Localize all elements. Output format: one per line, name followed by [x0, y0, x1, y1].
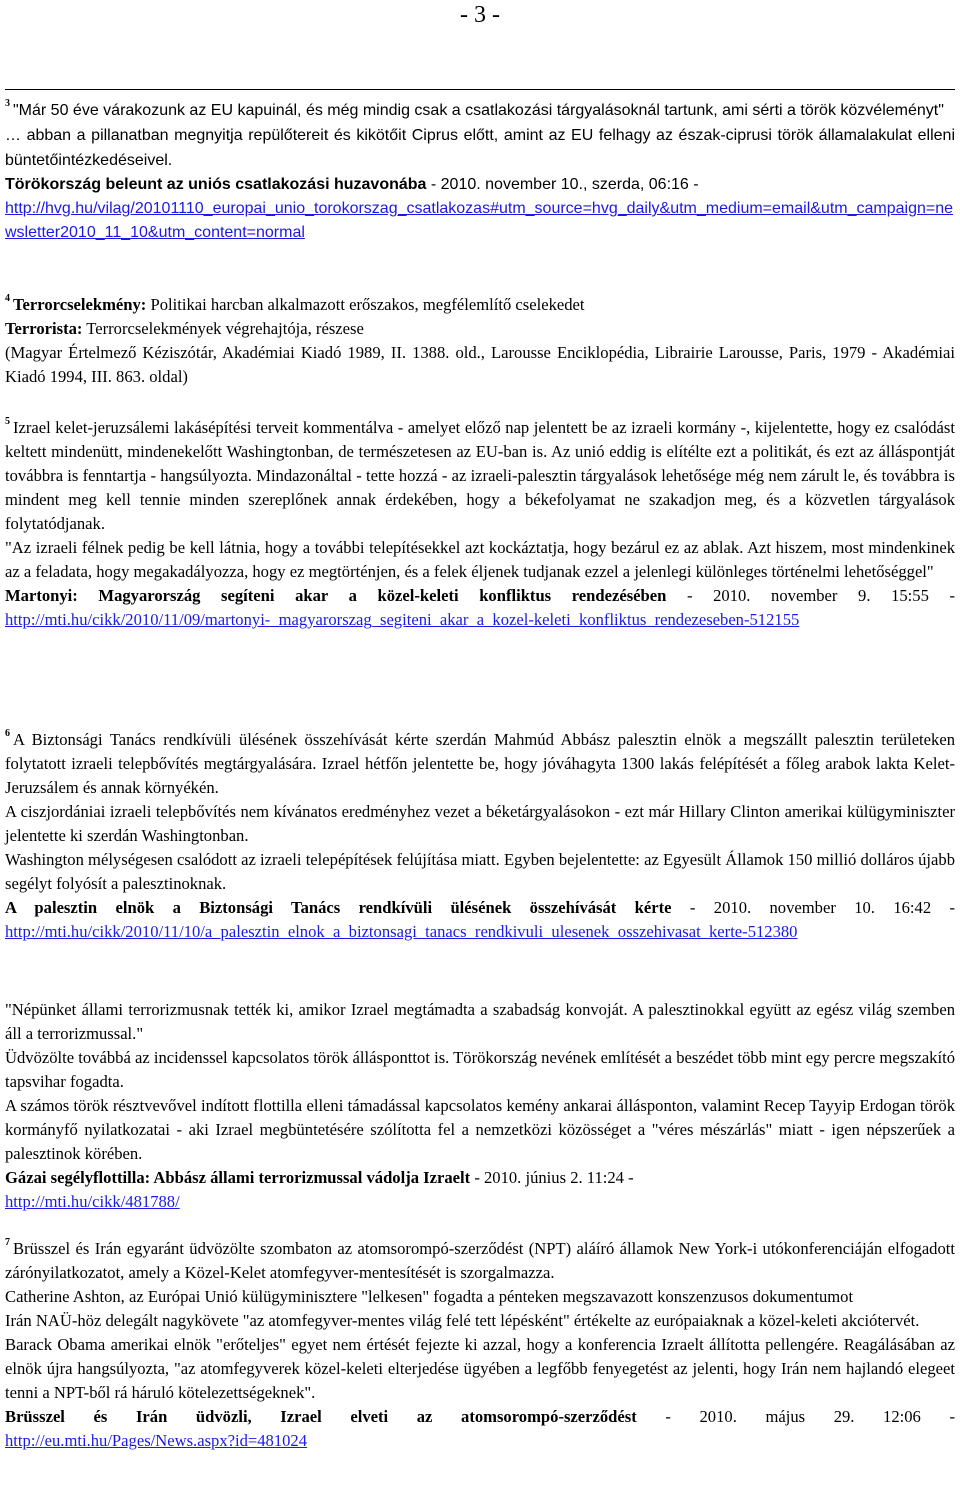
term-definition: Politikai harcban alkalmazott erőszakos, megfélemlítő cselekedet	[146, 295, 585, 314]
source-link[interactable]: http://hvg.hu/vilag/20101110_europai_unio_torokorszag_csatlakozas#utm_source=hvg_daily&utm_medium=email&utm_campaign=newsletter2010_11_10&utm_content=normal	[5, 200, 953, 241]
body-text: A számos török résztvevővel indított flottilla elleni támadással kapcsolatos kemény ankarai állásponton, valamint Recep Tayyip Erdogan török kormányfő nyilatkozatai - aki Izrael megbüntetésére szólította fel a nemzetközi közösséget a "véres mészárlás" miatt - igen népszerűek a palesztinok körében.	[5, 1096, 955, 1163]
body-text: Irán NAÜ-höz delegált nagykövete "az atomfegyver-mentes világ felé tett lépésként" értékelte az európaiaknak a közel-keleti akciótervét.	[5, 1311, 920, 1330]
source-link[interactable]: http://mti.hu/cikk/2010/11/10/a_palesztin_elnok_a_biztonsagi_tanacs_rendkivuli_ulesenek_osszehivasat_kerte-512380	[5, 922, 798, 941]
quote-text: "Népünket állami terrorizmusnak tették ki, amikor Izrael megtámadta a szabadság konvoját. A palesztinokkal együtt az egész világ szemben áll a terrorizmussal."	[5, 1000, 955, 1043]
footnote-5	[5, 416, 955, 632]
source-date: - 2010. május 29. 12:06 -	[636, 1407, 955, 1426]
body-text: A Biztonsági Tanács rendkívüli ülésének összehívását kérte szerdán Mahmúd Abbász palesztin elnök a megszállt palesztin területeken folytatott izraeli telepbővítés megtárgyalására. Izrael hétfőn jelentette be, hogy jóváhagyta 1300 lakás felépítését a főleg arabok lakta Kelet-Jeruzsálem és annak környékén.	[5, 730, 955, 797]
body-text: A ciszjordániai izraeli telepbővítés nem kívánatos eredményhez vezet a béketárgyalásokon - ezt már Hillary Clinton amerikai külügyminiszter jelentette ki szerdán Washingtonban.	[5, 802, 955, 845]
footnote-number: 6	[5, 728, 10, 739]
body-text: Catherine Ashton, az Európai Unió külügyminisztere "lelkesen" fogadta a pénteken megszavazott konszenzusos dokumentumot	[5, 1287, 854, 1306]
source-title: Gázai segélyflottilla: Abbász állami terrorizmussal vádolja Izraelt	[5, 1168, 471, 1187]
body-text: … abban a pillanatban megnyitja repülőtereit és kikötőit Ciprus előtt, amint az EU felhagy az észak-ciprusi török államalakulat elleni büntetőintézkedéseivel.	[5, 127, 955, 169]
footnote-number: 5	[5, 416, 10, 427]
footnote-separator	[5, 89, 955, 90]
footnote-4	[5, 293, 955, 389]
body-text: Izrael kelet-jeruzsálemi lakásépítési terveit kommentálva - amelyet előző nap jelentett be az izraeli kormány -, kijelentette, hogy ez csalódást keltett mindenütt, mindenekelőtt Washingtonban, de természetesen az EU-ban is. Az unió eddig is elítélte ezt a politikát, és ezt az álláspontját továbbra is fenntartja - hangsúlyozta. Mindazonáltal - tette hozzá - az izraeli-palesztin tárgyalások lehetősége még nem zárult le, és továbbra is mindent meg kell tennie minden szereplőnek annak érdekében, hogy a békefolyamat ne szakadjon meg, és a közvetlen tárgyalások folytatódjanak.	[5, 418, 955, 533]
term-definition: Terrorcselekmények végrehajtója, részese	[82, 319, 364, 338]
quote-text: "Az izraeli félnek pedig be kell látnia, hogy a további telepítésekkel azt kockáztatja, hogy bezárul ez az ablak. Azt hiszem, most mindenkinek az a feladata, hogy megakadályozza, hogy ez megtörténjen, és a felek éljenek tudjanak ezzel a jelenlegi különleges történelmi lehetőséggel"	[5, 538, 955, 581]
source-date: - 2010. november 9. 15:55 -	[666, 586, 956, 605]
body-text: Barack Obama amerikai elnök "erőteljes" egyet nem értését fejezte ki azzal, hogy a konferencia Izraelt állította pellengére. Reagálásában az elnök újra hangsúlyozta, "az atomfegyverek közel-keleti elterjedése ügyében a legfőbb fenyegetést az jelenti, hogy Irán nem hajlandó elegeet tenni a NPT-ből rá háruló kötelezettségeknek".	[5, 1335, 955, 1402]
footnote-6-continued	[5, 998, 955, 1214]
body-text: Brüsszel és Irán egyaránt üdvözölte szombaton az atomsorompó-szerződést (NPT) aláíró államok New York-i utókonferenciáján elfogadott zárónyilatkozatot, amely a Közel-Kelet atomfegyver-mentesítését is szorgalmazza.	[5, 1239, 955, 1282]
source-date: - 2010. november 10., szerda, 06:16 -	[426, 176, 699, 193]
footnote-6	[5, 728, 955, 944]
term-label: Terrorista:	[5, 319, 83, 338]
source-date: - 2010. november 10. 16:42 -	[671, 898, 956, 917]
source-link[interactable]: http://mti.hu/cikk/2010/11/09/martonyi-_magyarorszag_segiteni_akar_a_kozel-keleti_konfliktus_rendezeseben-512155	[5, 610, 800, 629]
source-title: Brüsszel és Irán üdvözli, Izrael elveti az atomsorompó-szerződést	[5, 1407, 637, 1426]
dictionary-reference: (Magyar Értelmező Kéziszótár, Akadémiai Kiadó 1989, II. 1388. old., Larousse Enciklopédia, Librairie Larousse, Paris, 1979 - Akadémiai Kiadó 1994, III. 863. oldal)	[5, 343, 955, 386]
body-text: Washington mélységesen csalódott az izraeli telepépítések felújítása miatt. Egyben bejelentette: az Egyesült Államok 150 millió dolláros újabb segélyt folyósít a palesztinoknak.	[5, 850, 955, 893]
source-title: Törökország beleunt az uniós csatlakozási huzavonába	[5, 176, 427, 193]
source-date: - 2010. június 2. 11:24 -	[470, 1168, 634, 1187]
body-text: Üdvözölte továbbá az incidenssel kapcsolatos török állásponttot is. Törökország nevének említését a beszédet több mint egy percre megszakító tapsvihar fogadta.	[5, 1048, 955, 1091]
footnote-3	[5, 98, 955, 245]
source-link[interactable]: http://eu.mti.hu/Pages/News.aspx?id=481024	[5, 1431, 308, 1450]
footnote-number: 7	[5, 1237, 10, 1248]
source-link[interactable]: http://mti.hu/cikk/481788/	[5, 1192, 180, 1211]
footnote-number: 4	[5, 293, 10, 304]
footnote-7	[5, 1237, 955, 1453]
source-title: A palesztin elnök a Biztonsági Tanács rendkívüli ülésének összehívását kérte	[5, 898, 672, 917]
footnote-number: 3	[5, 98, 10, 109]
quote-text: "Már 50 éve várakozunk az EU kapuinál, és még mindig csak a csatlakozási tárgyalásoknál tartunk, ami sérti a török közvéleményt"	[13, 102, 944, 119]
term-label: Terrorcselekmény:	[13, 295, 147, 314]
source-title: Martonyi: Magyarország segíteni akar a közel-keleti konfliktus rendezésében	[5, 586, 667, 605]
page-number: - 3 -	[460, 2, 500, 28]
